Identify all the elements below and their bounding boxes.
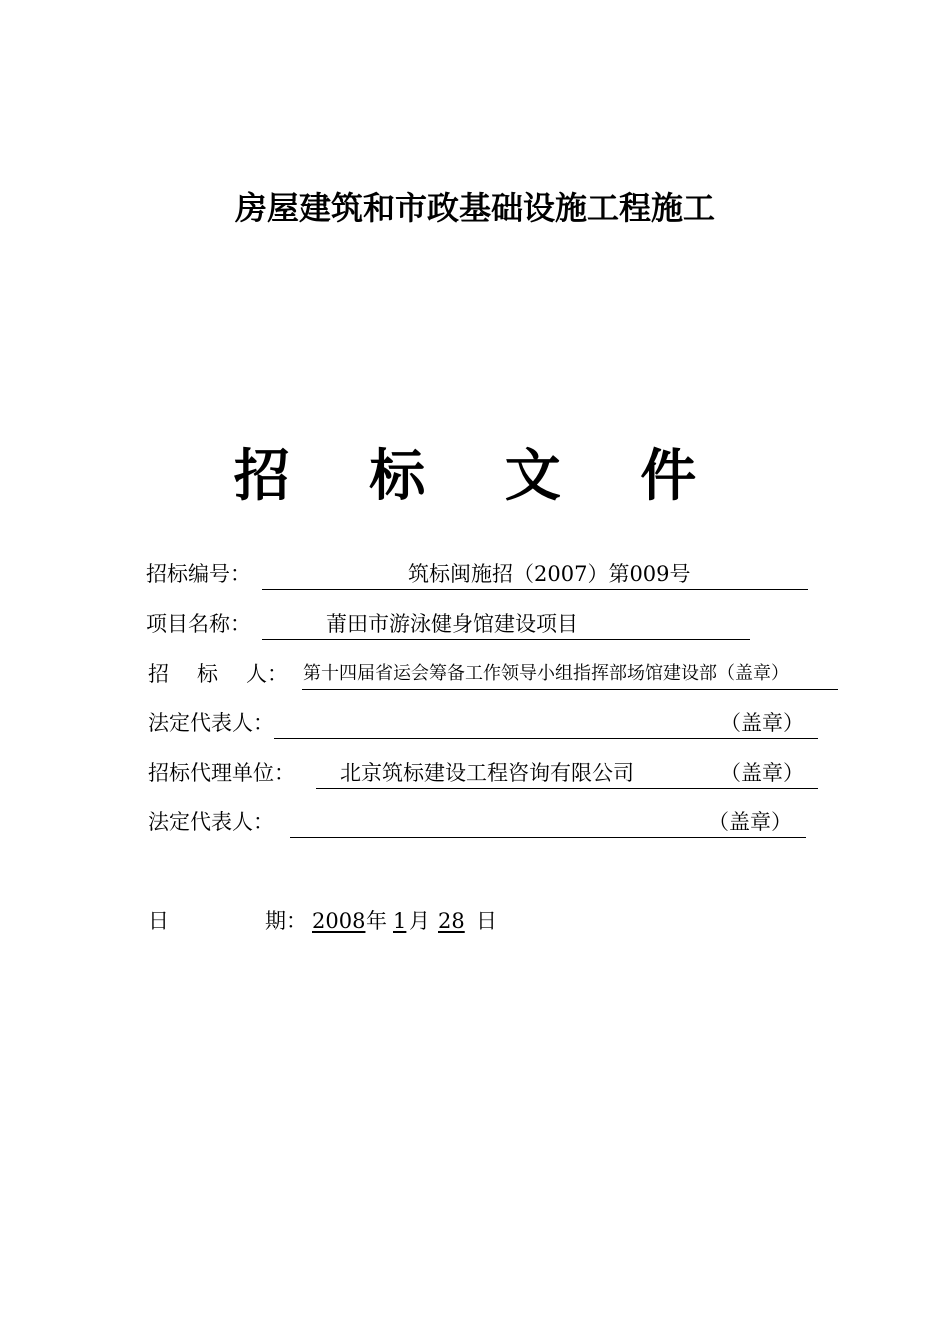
tenderer-label-char-3: 人： [246, 662, 288, 686]
date-label-b: 期： [265, 909, 307, 933]
date-label-a: 日 [148, 909, 169, 933]
date-month: 1 [393, 909, 407, 933]
legal-representative-row-2 [0, 806, 950, 838]
date-day: 28 [438, 909, 465, 933]
tenderer-label-char-2: 标 [197, 662, 218, 686]
agency-seal: （盖章） [720, 761, 804, 785]
date-year-unit: 年 [366, 909, 387, 933]
date-day-unit: 日 [476, 909, 497, 933]
tender-number-row [0, 558, 950, 590]
agency-value: 北京筑标建设工程咨询有限公司 [340, 761, 634, 785]
tender-number-value: 筑标闽施招（2007）第009号 [408, 562, 691, 586]
agency-row [0, 757, 950, 789]
project-name-label: 项目名称： [146, 612, 251, 636]
tenderer-row [0, 658, 950, 690]
document-main-title: 招 标 文 件 [233, 444, 727, 509]
tender-number-label: 招标编号： [146, 562, 251, 586]
legal-representative-row-1 [0, 707, 950, 739]
tenderer-value: 第十四届省运会筹备工作领导小组指挥部场馆建设部（盖章） [303, 663, 789, 684]
date-month-unit: 月 [409, 909, 430, 933]
legal-representative-label-1: 法定代表人： [148, 711, 274, 735]
agency-label: 招标代理单位： [148, 761, 295, 785]
tenderer-label-char-1: 招 [148, 662, 169, 686]
date-year: 2008 [312, 909, 366, 933]
project-name-value: 莆田市游泳健身馆建设项目 [326, 612, 578, 636]
date-row [0, 905, 950, 937]
document-subtitle: 房屋建筑和市政基础设施工程施工 [234, 189, 715, 227]
legal-representative-seal-1: （盖章） [720, 711, 804, 735]
project-name-row [0, 608, 950, 640]
legal-representative-seal-2: （盖章） [708, 810, 792, 834]
legal-representative-label-2: 法定代表人： [148, 810, 274, 834]
